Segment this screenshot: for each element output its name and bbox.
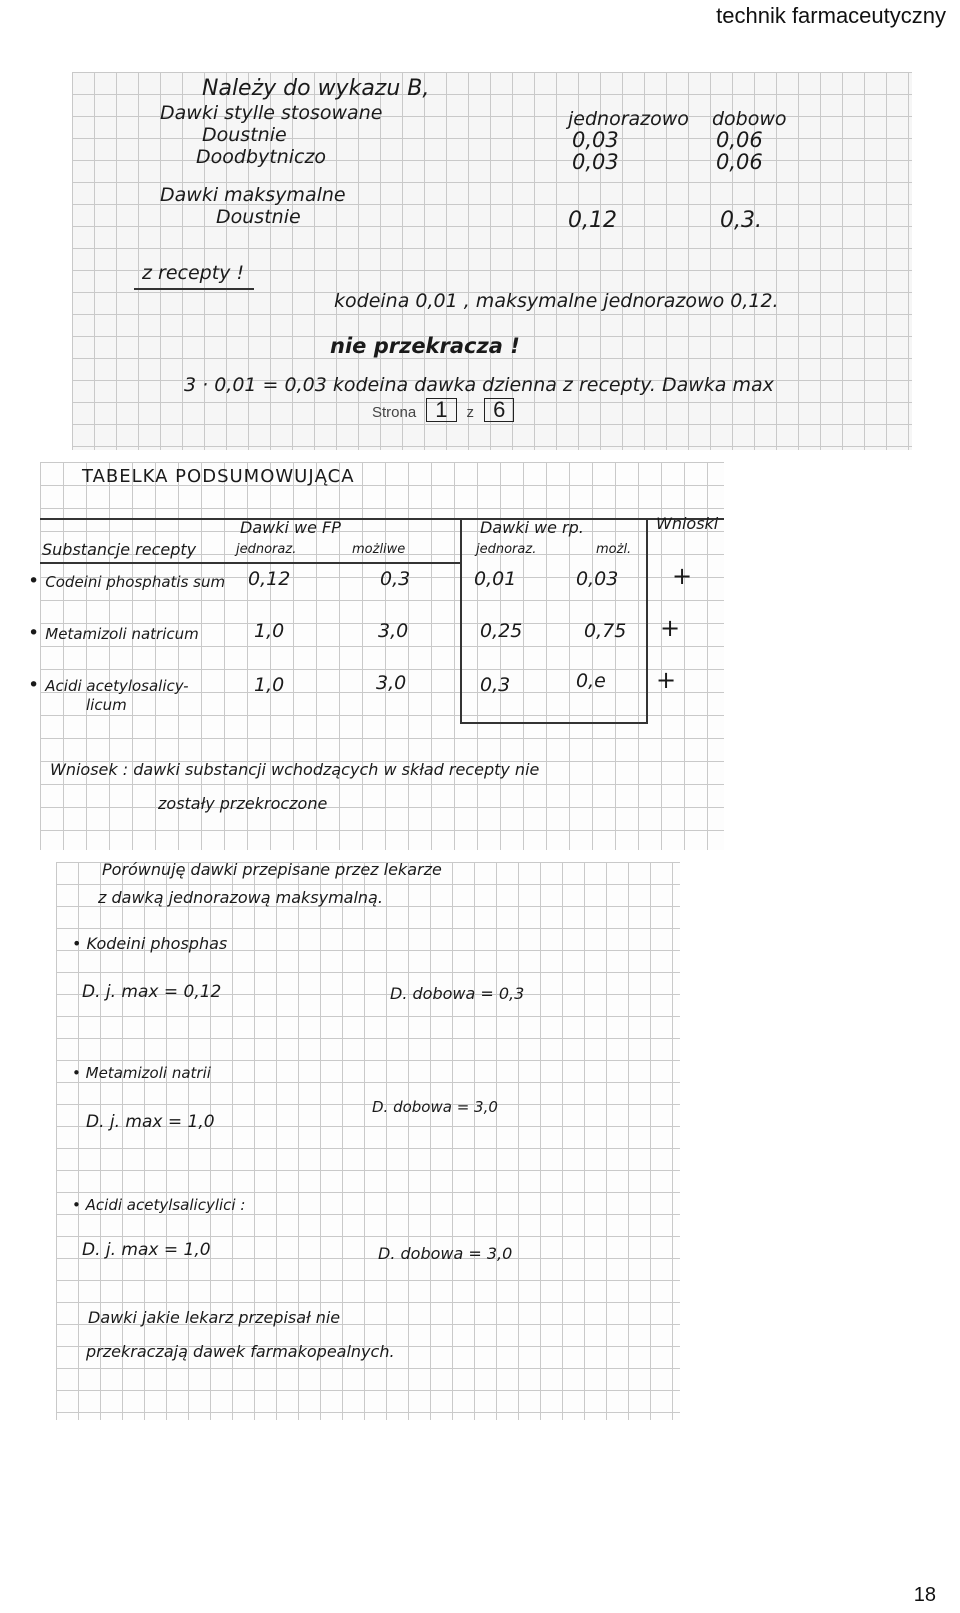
- hw-line-dawki-maksymalne: Dawki maksymalne: [160, 184, 346, 206]
- bullet: •: [28, 622, 40, 644]
- substance-item: [72, 1196, 245, 1214]
- page-number: 18: [913, 1584, 936, 1606]
- wniosek-line-1: Wniosek : dawki substancji wchodzących w skład recepty nie: [50, 760, 540, 779]
- subheader: jednoraz.: [476, 542, 537, 557]
- intro-line-2: z dawką jednorazową maksymalną.: [98, 888, 383, 907]
- substance-item: [72, 1064, 211, 1082]
- conclusion-line-2: przekraczają dawek farmakopealnych.: [86, 1342, 395, 1361]
- handwritten-scan-page-1: [72, 72, 912, 450]
- hw-z-recepty: z recepty !: [142, 262, 245, 284]
- running-header: technik farmaceutyczny: [716, 3, 946, 28]
- intro-line-1: Porównuję dawki przepisane przez lekarze: [102, 860, 442, 879]
- bullet: •: [72, 1196, 81, 1214]
- hw-line-doustnie-max: Doustnie: [216, 206, 301, 228]
- col-header-rp: Dawki we rp.: [480, 518, 584, 537]
- row-substance: Codeini phosphatis sum: [45, 573, 226, 591]
- strona-sep: z: [466, 404, 475, 421]
- cell-fp-j: 0,12: [248, 568, 291, 590]
- col-header-fp: Dawki we FP: [240, 518, 341, 537]
- cell-rp-d: 0,75: [584, 620, 627, 642]
- substance-name: Metamizoli natrii: [85, 1064, 211, 1082]
- cell-fp-d: 3,0: [378, 620, 409, 642]
- table-row: [28, 674, 189, 696]
- conclusion-line-1: Dawki jakie lekarz przepisał nie: [88, 1308, 341, 1327]
- cell-fp-d: 0,3: [380, 568, 411, 590]
- column-divider: [460, 518, 462, 724]
- hw-line-calc: 3 · 0,01 = 0,03 kodeina dawka dzienna z recepty. Dawka max: [184, 374, 774, 396]
- bullet: •: [28, 674, 40, 696]
- handwritten-scan-comparison: [56, 862, 680, 1420]
- cell-wniosek: +: [672, 562, 693, 590]
- cell-wniosek: +: [656, 666, 677, 694]
- bullet: •: [72, 934, 82, 953]
- cell-rp-d: 0,e: [576, 670, 606, 692]
- cell-wniosek: +: [660, 614, 681, 642]
- subheader: możliwe: [352, 542, 406, 557]
- page-counter: [372, 398, 518, 422]
- cell-fp-j: 1,0: [254, 674, 285, 696]
- bullet: •: [72, 1064, 81, 1082]
- hw-value: 0,3.: [720, 208, 762, 233]
- dose-single-max: D. j. max = 1,0: [86, 1112, 215, 1132]
- subheader: jednoraz.: [236, 542, 297, 557]
- cell-fp-d: 3,0: [376, 672, 407, 694]
- hw-col-jednorazowo: jednorazowo: [568, 108, 689, 130]
- hw-line-doustnie: Doustnie: [202, 124, 287, 146]
- dose-daily: D. dobowa = 3,0: [378, 1244, 513, 1263]
- bullet: •: [28, 570, 40, 592]
- col-header-substancje: Substancje recepty: [42, 540, 197, 559]
- hw-value: 0,03: [572, 150, 619, 174]
- substance-name: Acidi acetylsalicylici :: [85, 1196, 246, 1214]
- table-bottom-rule: [460, 722, 646, 724]
- row-substance-cont: licum: [86, 696, 127, 714]
- wniosek-line-2: zostały przekroczone: [158, 794, 328, 813]
- table-row: [28, 622, 199, 644]
- hw-line-kodeina: kodeina 0,01 , maksymalne jednorazowo 0,12.: [334, 290, 779, 312]
- hw-col-dobowo: dobowo: [712, 108, 787, 130]
- underline: [134, 288, 254, 290]
- subheader: możl.: [596, 542, 632, 557]
- hw-line-wykaz: Należy do wykazu B,: [202, 76, 430, 101]
- hw-value: 0,03: [572, 128, 619, 152]
- row-substance: Metamizoli natricum: [45, 625, 199, 643]
- hw-line-doodbytniczo: Doodbytniczo: [196, 146, 327, 168]
- row-substance: Acidi acetylosalicy-: [45, 677, 189, 695]
- handwritten-scan-summary-table: [28, 462, 724, 850]
- cell-rp-j: 0,3: [480, 674, 511, 696]
- substance-name: Kodeini phosphas: [86, 934, 228, 953]
- hw-value: 0,06: [716, 150, 763, 174]
- column-divider: [646, 518, 648, 724]
- substance-item: [72, 934, 227, 953]
- dose-daily: D. dobowa = 3,0: [372, 1098, 498, 1116]
- hw-line-dawki-stosowane: Dawki stylle stosowane: [160, 102, 383, 124]
- header-rule: [40, 562, 460, 564]
- strona-total: 6: [484, 398, 514, 422]
- dose-daily: D. dobowa = 0,3: [390, 984, 525, 1003]
- cell-fp-j: 1,0: [254, 620, 285, 642]
- cell-rp-d: 0,03: [576, 568, 619, 590]
- col-header-wnioski: Wnioski: [656, 514, 719, 533]
- cell-rp-j: 0,01: [474, 568, 517, 590]
- hw-nie-przekracza: nie przekracza !: [330, 334, 520, 358]
- hw-value: 0,12: [568, 208, 617, 233]
- hw-value: 0,06: [716, 128, 763, 152]
- dose-single-max: D. j. max = 0,12: [82, 982, 222, 1002]
- table-title: TABELKA PODSUMOWUJĄCA: [82, 466, 355, 487]
- cell-rp-j: 0,25: [480, 620, 523, 642]
- dose-single-max: D. j. max = 1,0: [82, 1240, 211, 1260]
- table-row: [28, 570, 225, 592]
- strona-current: 1: [426, 398, 456, 422]
- table-top-rule: [40, 518, 724, 520]
- strona-label: Strona: [372, 404, 417, 421]
